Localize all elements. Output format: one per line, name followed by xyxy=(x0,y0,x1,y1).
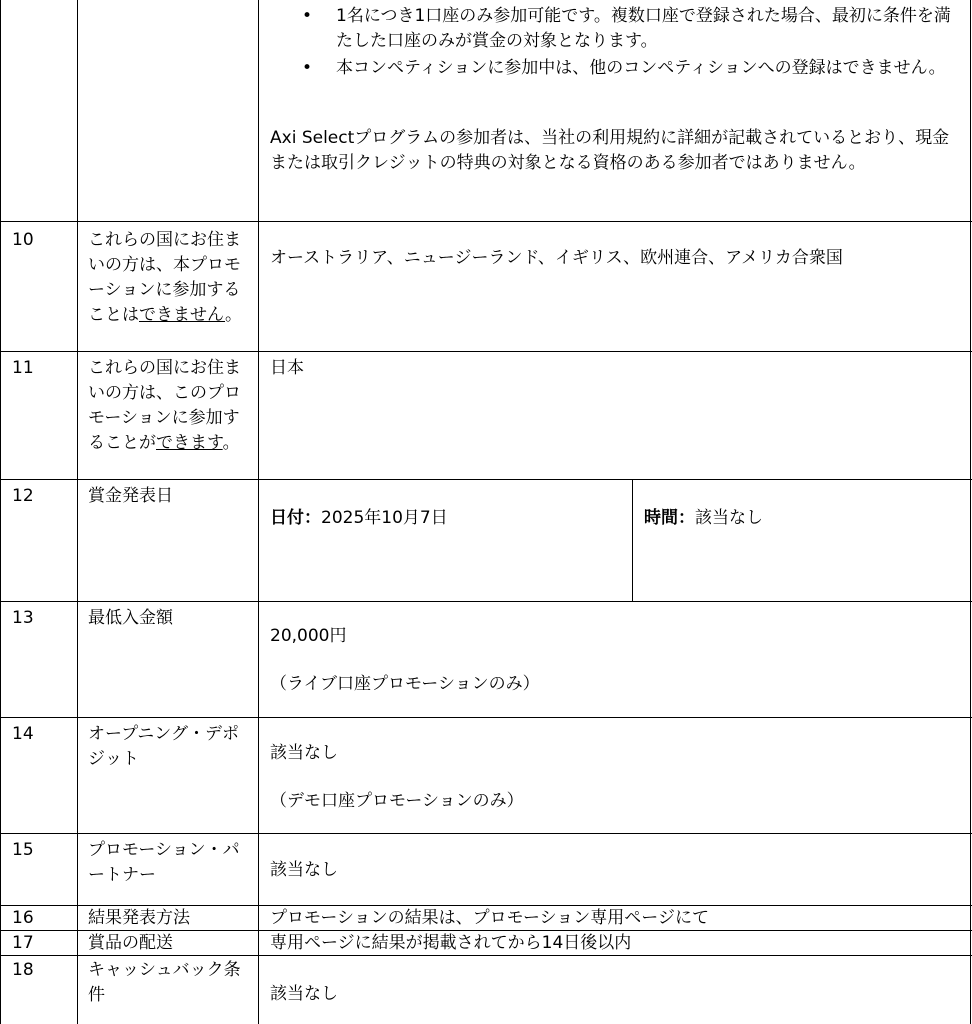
results-method-value: プロモーションの結果は、プロモーション専用ページにて xyxy=(270,908,709,928)
row-number: 16 xyxy=(12,908,34,928)
row12-inner-divider xyxy=(632,479,633,601)
eligibility-rules-list xyxy=(300,4,960,83)
row-label-announcement-date: 賞金発表日 xyxy=(88,486,173,506)
cashback-conditions-value: 該当なし xyxy=(270,984,338,1004)
table-divider-col1 xyxy=(77,0,78,1024)
row-label-opening-deposit: オープニング・デポジット xyxy=(88,724,239,769)
table-border-right xyxy=(970,0,971,1024)
row-divider xyxy=(0,833,972,834)
row-label-prize-delivery: 賞品の配送 xyxy=(88,933,173,953)
opening-deposit-value: 該当なし xyxy=(270,743,338,763)
announcement-date: 日付：2025年10月7日 xyxy=(270,508,448,528)
minimum-deposit-value: 20,000円 xyxy=(270,626,347,646)
row-divider xyxy=(0,601,972,602)
excluded-countries: オーストラリア、ニュージーランド、イギリス、欧州連合、アメリカ合衆国 xyxy=(270,248,843,268)
row-divider xyxy=(0,479,972,480)
row-label-promotion-partner: プロモーション・パートナー xyxy=(88,840,240,885)
row-divider xyxy=(0,351,972,352)
row-number: 15 xyxy=(12,840,34,860)
row-label-excluded-countries: これらの国にお住まいの方は、本プロモーションに参加することはできません。 xyxy=(88,230,243,325)
axi-select-note: Axi Selectプログラムの参加者は、当社の利用規約に詳細が記載されているとおり、現金または取引クレジットの特典の対象となる資格のある参加者ではありません。 xyxy=(270,128,950,173)
minimum-deposit-note: （ライブ口座プロモーションのみ） xyxy=(270,674,540,694)
row-label-cashback-conditions: キャッシュバック条件 xyxy=(88,960,241,1005)
row-label-eligible-countries: これらの国にお住まいの方は、このプロモーションに参加することができます。 xyxy=(88,358,241,453)
row-label-minimum-deposit: 最低入金額 xyxy=(88,608,173,628)
prize-delivery-value: 専用ページに結果が掲載されてから14日後以内 xyxy=(270,933,632,953)
announcement-time: 時間：該当なし xyxy=(644,508,763,528)
table-divider-col2 xyxy=(258,0,259,1024)
row-divider xyxy=(0,717,972,718)
row-divider xyxy=(0,221,972,222)
row-number: 11 xyxy=(12,358,34,378)
promotion-partner-value: 該当なし xyxy=(270,860,338,880)
eligible-countries: 日本 xyxy=(270,358,304,378)
row-number: 12 xyxy=(12,486,34,506)
row-number: 18 xyxy=(12,960,34,980)
row-number: 10 xyxy=(12,230,34,250)
list-item: • 1名につき1口座のみ参加可能です。複数口座で登録された場合、最初に条件を満たした口座のみが賞金の対象となります。 xyxy=(300,4,960,54)
row-number: 17 xyxy=(12,933,34,953)
row-label-results-method: 結果発表方法 xyxy=(88,908,190,928)
list-item: • 本コンペティションに参加中は、他のコンペティションへの登録はできません。 xyxy=(300,56,960,81)
table-border-left xyxy=(0,0,1,1024)
row-number: 13 xyxy=(12,608,34,628)
row-number: 14 xyxy=(12,724,34,744)
opening-deposit-note: （デモ口座プロモーションのみ） xyxy=(270,791,524,811)
